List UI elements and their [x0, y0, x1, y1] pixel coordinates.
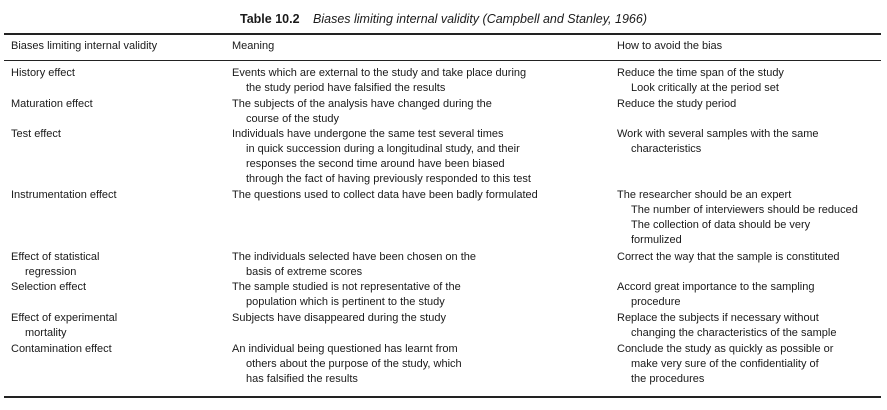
cell-line: through the fact of having previously responded to this test: [246, 173, 531, 185]
header-rule: [4, 60, 881, 61]
cell-line: Test effect: [11, 128, 61, 140]
cell-line: History effect: [11, 67, 75, 79]
avoid-cell: [617, 311, 836, 341]
meaning-cell: [232, 188, 538, 203]
meaning-cell: [232, 250, 476, 280]
cell-line: The number of interviewers should be reduced: [631, 204, 858, 216]
avoid-cell: [617, 280, 815, 310]
cell-line: Work with several samples with the same: [617, 128, 819, 140]
cell-line: characteristics: [631, 143, 702, 155]
bias-cell: [11, 250, 99, 280]
cell-line: Subjects have disappeared during the study: [232, 312, 447, 324]
cell-line: The questions used to collect data have been badly formulated: [232, 189, 538, 201]
cell-line: procedure: [631, 296, 681, 308]
cell-line: Look critically at the period set: [631, 82, 779, 94]
cell-line: The researcher should be an expert: [617, 189, 792, 201]
cell-line: the procedures: [631, 373, 705, 385]
meaning-cell: [232, 127, 531, 187]
cell-line: Conclude the study as quickly as possible or: [617, 343, 834, 355]
table-title: Biases limiting internal validity (Campbell and Stanley, 1966): [313, 12, 647, 26]
cell-line: Correct the way that the sample is constituted: [617, 251, 840, 263]
bias-cell: [11, 342, 112, 357]
meaning-cell: [232, 311, 446, 326]
top-rule: [4, 33, 881, 35]
bias-cell: [11, 311, 117, 341]
table-number: Table 10.2: [240, 12, 300, 26]
cell-line: Replace the subjects if necessary without: [617, 312, 819, 324]
cell-line: formulized: [631, 234, 682, 246]
meaning-cell: [232, 342, 462, 387]
cell-line: basis of extreme scores: [246, 266, 363, 278]
cell-line: the study period have falsified the results: [246, 82, 446, 94]
bias-cell: [11, 280, 86, 295]
bias-cell: [11, 127, 61, 142]
table-caption: [0, 12, 887, 26]
avoid-cell: [617, 97, 736, 112]
cell-line: Effect of experimental: [11, 312, 118, 324]
cell-line: The individuals selected have been chosen on the: [232, 251, 477, 263]
cell-line: The subjects of the analysis have changed during the: [232, 98, 492, 110]
cell-line: changing the characteristics of the sample: [631, 327, 837, 339]
cell-line: has falsified the results: [246, 373, 358, 385]
header-avoid: How to avoid the bias: [617, 40, 723, 52]
cell-line: The sample studied is not representative of the: [232, 281, 461, 293]
bottom-rule: [4, 396, 881, 398]
cell-line: regression: [25, 266, 77, 278]
cell-line: in quick succession during a longitudinal study, and their: [246, 143, 520, 155]
cell-line: responses the second time around have been biased: [246, 158, 505, 170]
bias-cell: [11, 97, 93, 112]
cell-line: population which is pertinent to the study: [246, 296, 445, 308]
avoid-cell: [617, 250, 840, 265]
cell-line: course of the study: [246, 113, 339, 125]
meaning-cell: [232, 66, 526, 96]
cell-line: Accord great importance to the sampling: [617, 281, 815, 293]
cell-line: Reduce the study period: [617, 98, 737, 110]
cell-line: The collection of data should be very: [631, 219, 811, 231]
cell-line: Selection effect: [11, 281, 87, 293]
cell-line: mortality: [25, 327, 67, 339]
header-meaning: Meaning: [232, 40, 275, 52]
cell-line: Reduce the time span of the study: [617, 67, 784, 79]
avoid-cell: [617, 342, 833, 387]
cell-line: Instrumentation effect: [11, 189, 117, 201]
cell-line: others about the purpose of the study, which: [246, 358, 462, 370]
bias-cell: [11, 66, 75, 81]
meaning-cell: [232, 97, 492, 127]
cell-line: Maturation effect: [11, 98, 93, 110]
cell-line: make very sure of the confidentiality of: [631, 358, 819, 370]
avoid-cell: [617, 188, 858, 248]
cell-line: An individual being questioned has learnt from: [232, 343, 458, 355]
cell-line: Contamination effect: [11, 343, 112, 355]
avoid-cell: [617, 66, 784, 96]
bias-cell: [11, 188, 117, 203]
avoid-cell: [617, 127, 819, 157]
cell-line: Events which are external to the study and take place during: [232, 67, 527, 79]
cell-line: Individuals have undergone the same test several times: [232, 128, 504, 140]
header-bias: Biases limiting internal validity: [11, 40, 158, 52]
cell-line: Effect of statistical: [11, 251, 100, 263]
meaning-cell: [232, 280, 461, 310]
